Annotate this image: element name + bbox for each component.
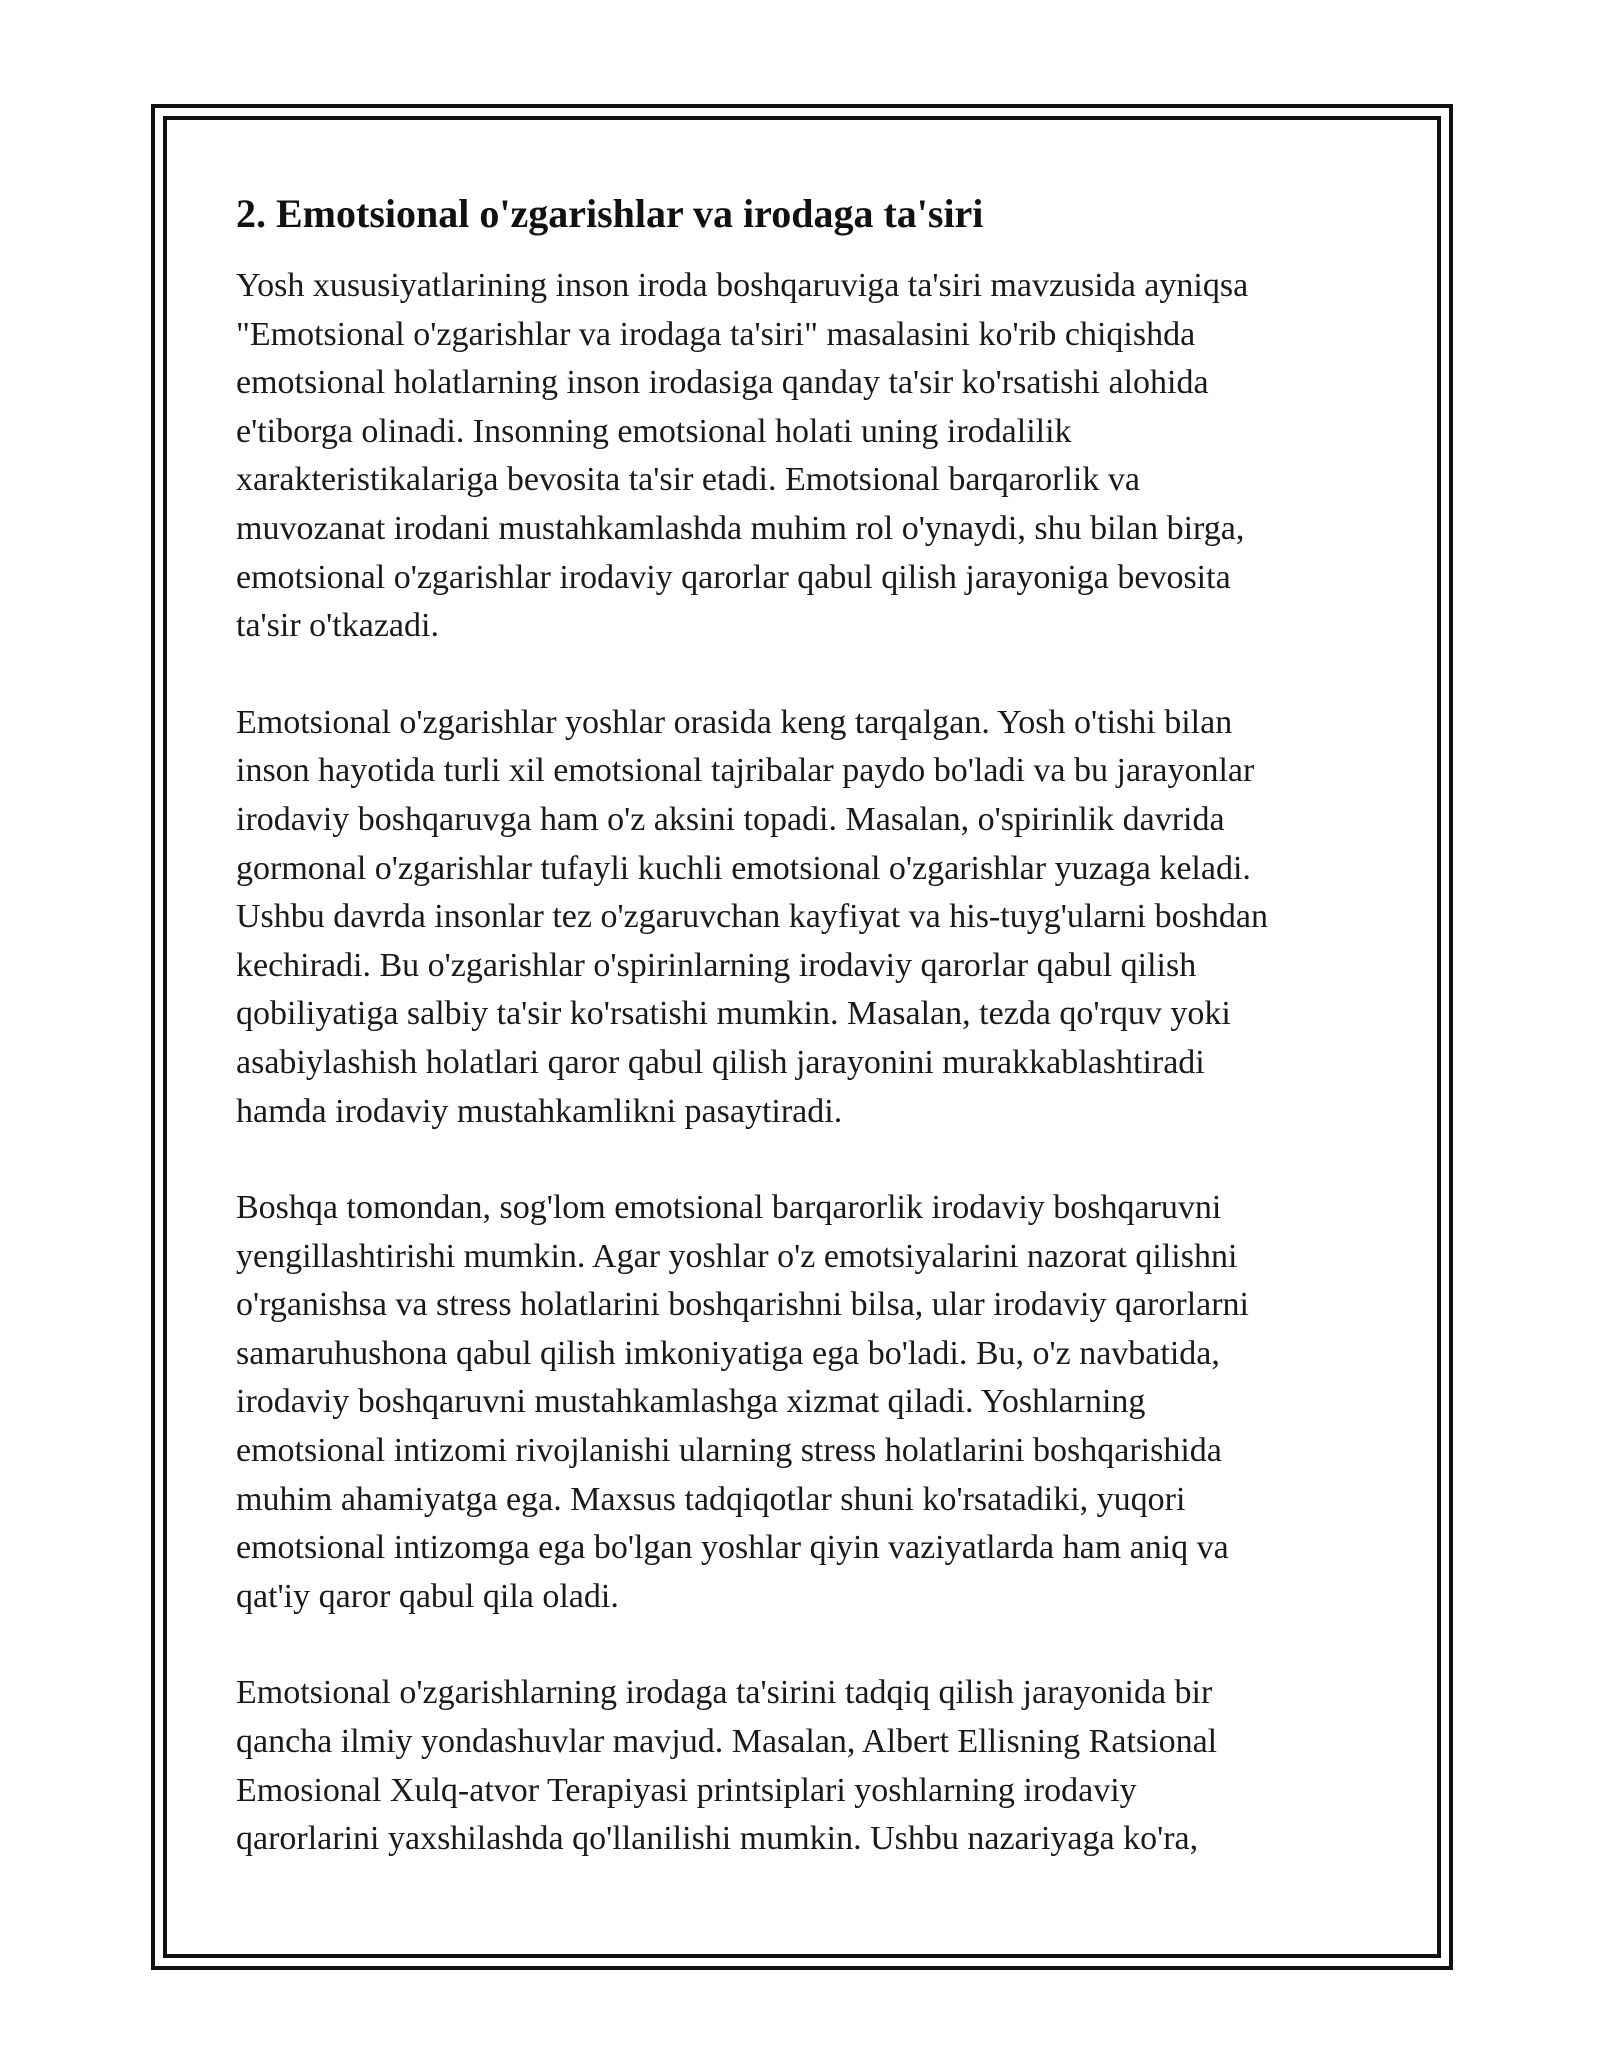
- paragraph-line: ta'sir o'tkazadi.: [236, 607, 439, 645]
- paragraph-line: asabiylashish holatlari qaror qabul qilish jarayonini murakkablashtiradi: [236, 1043, 1205, 1081]
- paragraph-line: inson hayotida turli xil emotsional tajribalar paydo bo'ladi va bu jarayonlar: [236, 752, 1255, 790]
- paragraph-line: emotsional intizomga ega bo'lgan yoshlar qiyin vaziyatlarda ham aniq va: [236, 1529, 1229, 1567]
- paragraph-line: irodaviy boshqaruvga ham o'z aksini topadi. Masalan, o'spirinlik davrida: [236, 800, 1225, 838]
- paragraph-line: qobiliyatiga salbiy ta'sir ko'rsatishi mumkin. Masalan, tezda qo'rquv yoki: [236, 995, 1231, 1033]
- paragraph-line: samaruhushona qabul qilish imkoniyatiga ega bo'ladi. Bu, o'z navbatida,: [236, 1334, 1220, 1372]
- paragraph-line: yengillashtirishi mumkin. Agar yoshlar o'z emotsiyalarini nazorat qilishni: [236, 1237, 1238, 1275]
- paragraph-line: Emotsional o'zgarishlarning irodaga ta'sirini tadqiq qilish jarayonida bir: [236, 1674, 1213, 1712]
- paragraph-line: irodaviy boshqaruvni mustahkamlashga xizmat qiladi. Yoshlarning: [236, 1383, 1146, 1421]
- paragraph-line: Emosional Xulq-atvor Terapiyasi printsiplari yoshlarning irodaviy: [236, 1771, 1137, 1809]
- paragraph-line: Ushbu davrda insonlar tez o'zgaruvchan kayfiyat va his-tuyg'ularni boshdan: [236, 898, 1268, 936]
- paragraph-line: emotsional intizomi rivojlanishi ularning stress holatlarini boshqarishida: [236, 1432, 1222, 1470]
- paragraph-2: [236, 699, 1366, 1136]
- paragraph-line: qancha ilmiy yondashuvlar mavjud. Masalan, Albert Ellisning Ratsional: [236, 1723, 1218, 1761]
- paragraph-line: hamda irodaviy mustahkamlikni pasaytiradi.: [236, 1092, 843, 1130]
- paragraph-line: xarakteristikalariga bevosita ta'sir etadi. Emotsional barqarorlik va: [236, 461, 1140, 499]
- paragraph-4: [236, 1669, 1366, 1863]
- paragraph-line: kechiradi. Bu o'zgarishlar o'spirinlarning irodaviy qarorlar qabul qilish: [236, 946, 1197, 984]
- paragraph-line: muhim ahamiyatga ega. Maxsus tadqiqotlar shuni ko'rsatadiki, yuqori: [236, 1480, 1186, 1518]
- paragraph-line: Boshqa tomondan, sog'lom emotsional barqarorlik irodaviy boshqaruvni: [236, 1189, 1222, 1227]
- paragraph-line: e'tiborga olinadi. Insonning emotsional holati uning irodalilik: [236, 412, 1072, 450]
- paragraph-line: Emotsional o'zgarishlar yoshlar orasida keng tarqalgan. Yosh o'tishi bilan: [236, 703, 1233, 741]
- paragraph-line: qarorlarini yaxshilashda qo'llanilishi mumkin. Ushbu nazariyaga ko'ra,: [236, 1820, 1199, 1858]
- paragraph-line: o'rganishsa va stress holatlarini boshqarishni bilsa, ular irodaviy qarorlarni: [236, 1286, 1249, 1324]
- paragraph-line: Yosh xususiyatlarining inson iroda boshqaruviga ta'siri mavzusida ayniqsa: [236, 267, 1249, 304]
- paragraph-line: emotsional holatlarning inson irodasiga qanday ta'sir ko'rsatishi alohida: [236, 364, 1209, 402]
- paragraph-line: gormonal o'zgarishlar tufayli kuchli emotsional o'zgarishlar yuzaga keladi.: [236, 849, 1251, 887]
- paragraph-line: emotsional o'zgarishlar irodaviy qarorlar qabul qilish jarayoniga bevosita: [236, 558, 1231, 596]
- paragraph-3: [236, 1184, 1366, 1621]
- paragraph-line: muvozanat irodani mustahkamlashda muhim rol o'ynaydi, shu bilan birga,: [236, 509, 1245, 547]
- paragraph-line: qat'iy qaror qabul qila oladi.: [236, 1577, 619, 1615]
- paragraph-line: "Emotsional o'zgarishlar va irodaga ta'siri" masalasini ko'rib chiqishda: [236, 315, 1196, 353]
- paragraph-1: [236, 262, 1366, 651]
- document-body: [236, 186, 1366, 1912]
- section-heading: 2. Emotsional o'zgarishlar va irodaga ta'siri: [236, 191, 984, 236]
